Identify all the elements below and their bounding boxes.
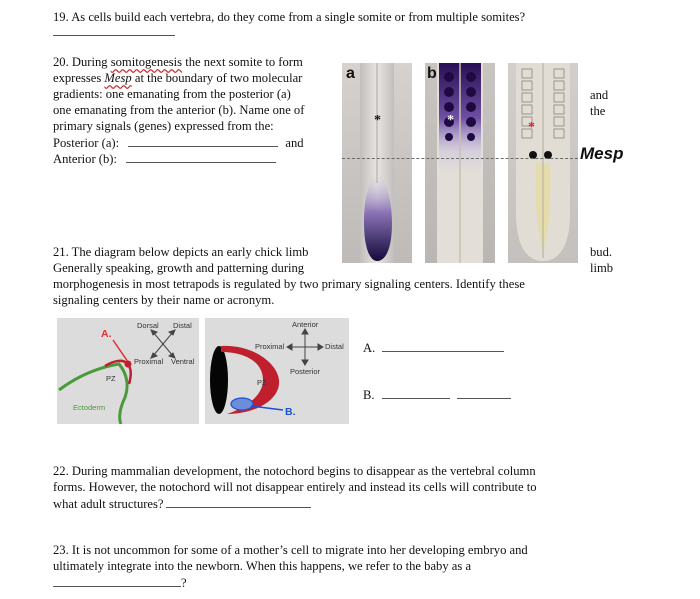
panel-label-b: b	[427, 65, 437, 82]
q22-line-2: forms. However, the notochord will not disappear entirely and instead its cells will contribute to	[53, 480, 537, 494]
and-text: and	[285, 136, 304, 150]
label-dorsal: Dorsal	[137, 321, 159, 330]
mesp-label: Mesp	[580, 144, 624, 163]
q20-line-2: expresses Mesp at the boundary of two molecular	[53, 71, 303, 85]
star-marker-c: *	[528, 120, 535, 135]
limb-diagram-right	[205, 318, 349, 424]
q23-line-3: ?	[53, 575, 187, 592]
label-anterior: Anterior	[292, 320, 319, 329]
side-text-the: the	[590, 104, 606, 118]
limb-diagram-left	[57, 318, 199, 424]
star-marker-b: *	[447, 113, 454, 128]
label-proximal-right: Proximal	[255, 342, 285, 351]
embryo-a-drawing	[342, 63, 412, 263]
q21-answer-a-row	[363, 340, 504, 357]
q22-line-1: 22. During mammalian development, the notochord begins to disappear as the vertebral column	[53, 464, 536, 478]
answer-blank-22[interactable]	[166, 496, 311, 508]
q21-line-1: 21. The diagram below depicts an early chick limb	[53, 245, 309, 259]
panel-label-a: a	[346, 65, 355, 82]
q20-line-5: primary signals (genes) expressed from the:	[53, 119, 274, 133]
embryo-panel-b	[425, 63, 495, 263]
label-pz-left: PZ	[106, 374, 116, 383]
anterior-label: Anterior (b):	[53, 152, 117, 166]
label-ventral: Ventral	[171, 357, 195, 366]
q21-answer-b-row	[363, 387, 511, 404]
side-text-limb: limb	[590, 261, 614, 275]
answer-b-label: B.	[363, 388, 375, 402]
answer-a-label: A.	[363, 341, 376, 355]
label-distal: Distal	[173, 321, 192, 330]
side-text-and: and	[590, 88, 609, 102]
answer-blank-19[interactable]	[53, 24, 175, 36]
answer-blank-23[interactable]	[53, 575, 181, 587]
answer-a-blank[interactable]	[382, 340, 504, 352]
anterior-answer-blank[interactable]	[126, 151, 276, 163]
side-text-bud: bud.	[590, 245, 613, 259]
embryo-b-drawing	[425, 63, 495, 263]
q23-line-1: 23. It is not uncommon for some of a mother’s cell to migrate into her developing embryo and	[53, 543, 528, 557]
label-ectoderm: Ectoderm	[73, 403, 106, 412]
label-posterior: Posterior	[290, 367, 321, 376]
embryo-c-drawing	[508, 63, 578, 263]
q20-line-4: one emanating from the anterior (b). Name one of	[53, 103, 305, 117]
q23-line-2: ultimately integrate into the newborn. When this happens, we refer to the baby as a	[53, 559, 472, 573]
q21-line-4: signaling centers by their name or acronym.	[53, 293, 275, 307]
q20-line-1: 20. During somitogenesis the next somite to form	[53, 55, 303, 69]
label-proximal: Proximal	[134, 357, 164, 366]
marker-b: B.	[285, 406, 296, 418]
embryo-panel-c	[508, 63, 578, 263]
answer-b-blank-2[interactable]	[457, 387, 511, 399]
label-pz-right: PZ	[257, 378, 267, 387]
posterior-answer-blank[interactable]	[128, 135, 278, 147]
embryo-panel-a	[342, 63, 412, 263]
posterior-label: Posterior (a):	[53, 136, 120, 150]
q21-line-3: morphogenesis in most tetrapods is regulated by two primary signaling centers. Identify these	[53, 277, 525, 291]
star-marker-a: *	[374, 113, 381, 128]
marker-a: A.	[101, 328, 112, 340]
question-19: 19. As cells build each vertebra, do they come from a single somite or from multiple somites?	[53, 10, 526, 24]
q20-posterior-row	[53, 135, 304, 152]
q21-line-2: Generally speaking, growth and patterning during	[53, 261, 305, 275]
answer-b-blank-1[interactable]	[382, 387, 450, 399]
q20-anterior-row	[53, 151, 276, 168]
q20-line-3: gradients: one emanating from the posterior (a)	[53, 87, 291, 101]
label-distal-right: Distal	[325, 342, 344, 351]
limb-right-drawing	[205, 318, 349, 424]
q22-line-3: what adult structures?	[53, 496, 311, 513]
boundary-dashed-line	[342, 158, 578, 159]
